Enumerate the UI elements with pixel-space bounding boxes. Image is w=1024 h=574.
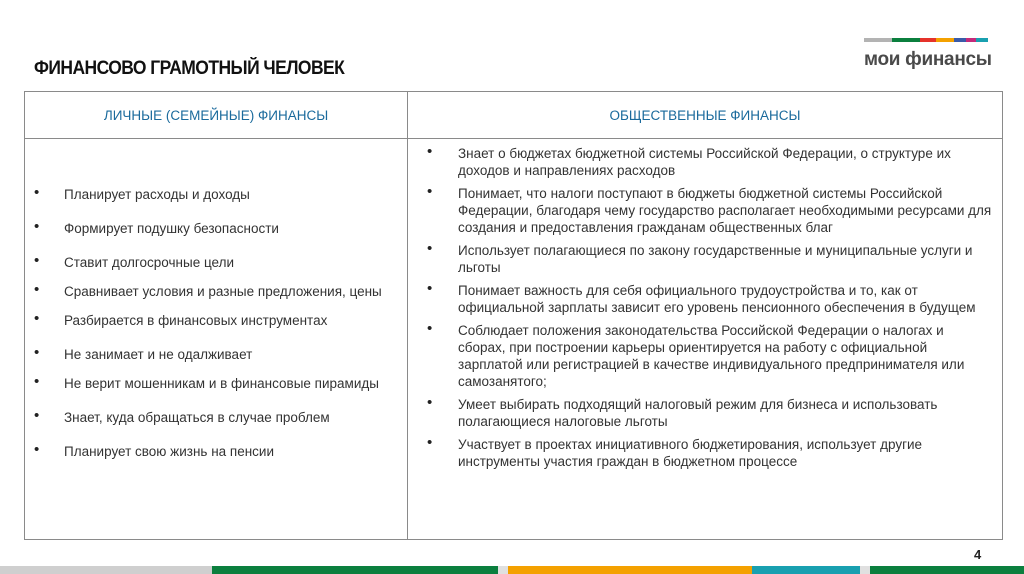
- list-item: • Понимает важность для себя официального трудоустройства и то, как от официальной зарплаты зависит его уровень пенсионного обеспечения в будущем: [427, 280, 976, 315]
- bar-segment: [752, 566, 860, 574]
- personal-finance-list: [25, 139, 407, 460]
- bar-segment: [860, 566, 870, 574]
- page-title: ФИНАНСОВО ГРАМОТНЫЙ ЧЕЛОВЕК: [34, 58, 345, 79]
- bullet-icon: •: [427, 240, 433, 257]
- bullet-icon: •: [34, 184, 40, 201]
- bullet-icon: •: [34, 407, 40, 424]
- comparison-table: [24, 91, 1003, 540]
- list-item: • Ставит долгосрочные цели: [34, 252, 235, 270]
- logo: [864, 38, 992, 71]
- list-item: • Участвует в проектах инициативного бюджетирования, использует другие инструменты участия граждан в бюджетном процессе: [427, 434, 923, 469]
- bullet-icon: •: [34, 441, 40, 458]
- list-item: • Умеет выбирать подходящий налоговый режим для бизнеса и использовать полагающиеся налоговые льготы: [427, 394, 938, 429]
- logo-stripe: [892, 38, 920, 42]
- logo-stripe: [954, 38, 966, 42]
- bar-segment: [498, 566, 508, 574]
- bottom-color-bar: [0, 566, 1024, 574]
- list-item: • Планирует свою жизнь на пенсии: [34, 441, 275, 459]
- list-item: • Знает о бюджетах бюджетной системы Российской Федерации, о структуре их доходов и направлениях расходов: [427, 143, 951, 178]
- list-item: • Не верит мошенникам и в финансовые пирамиды: [34, 373, 379, 391]
- logo-stripe: [936, 38, 954, 42]
- bullet-icon: •: [427, 280, 433, 297]
- column-header-public: ОБЩЕСТВЕННЫЕ ФИНАНСЫ: [408, 92, 1003, 139]
- logo-stripe: [920, 38, 936, 42]
- bullet-icon: •: [34, 373, 40, 390]
- list-item: • Формирует подушку безопасности: [34, 218, 279, 236]
- bullet-icon: •: [34, 252, 40, 269]
- bullet-icon: •: [34, 344, 40, 361]
- table-header-row: [25, 92, 1003, 139]
- bar-segment: [0, 566, 212, 574]
- list-item: • Сравнивает условия и разные предложения, цены: [34, 281, 382, 299]
- bullet-icon: •: [427, 394, 433, 411]
- bullet-icon: •: [427, 143, 433, 160]
- personal-finance-cell: [25, 139, 408, 540]
- list-item: • Не занимает и не одалживает: [34, 344, 253, 362]
- logo-text: мои финансы: [864, 49, 992, 70]
- bullet-icon: •: [427, 183, 433, 200]
- bar-segment: [870, 566, 1024, 574]
- bullet-icon: •: [34, 281, 40, 298]
- public-finance-cell: [408, 139, 1003, 540]
- bar-segment: [508, 566, 752, 574]
- list-item: • Понимает, что налоги поступают в бюджеты бюджетной системы Российской Федерации, благодаря чему государство располагает необходимыми ресурсами для создания и предоставления гражданам общественных благ: [427, 183, 992, 235]
- page-number: 4: [974, 547, 982, 562]
- bullet-icon: •: [427, 434, 433, 451]
- list-item: • Соблюдает положения законодательства Российской Федерации о налогах и сборах, при построении карьеры ориентируется на работу с официальной зарплатой или регистрацией в качестве индивидуального предпринимателя или самозанятого;: [427, 320, 965, 389]
- bullet-icon: •: [34, 310, 40, 327]
- public-finance-list: [408, 139, 1002, 470]
- column-header-personal: ЛИЧНЫЕ (СЕМЕЙНЫЕ) ФИНАНСЫ: [25, 92, 408, 139]
- bar-segment: [212, 566, 498, 574]
- bullet-icon: •: [34, 218, 40, 235]
- logo-stripe: [976, 38, 988, 42]
- logo-stripes: [864, 38, 988, 42]
- list-item: • Использует полагающиеся по закону государственные и муниципальные услуги и льготы: [427, 240, 973, 275]
- list-item: • Разбирается в финансовых инструментах: [34, 310, 328, 328]
- list-item: • Планирует расходы и доходы: [34, 184, 250, 202]
- bullet-icon: •: [427, 320, 433, 337]
- table-body-row: [25, 139, 1003, 540]
- logo-stripe: [966, 38, 976, 42]
- list-item: • Знает, куда обращаться в случае проблем: [34, 407, 330, 425]
- logo-stripe: [864, 38, 892, 42]
